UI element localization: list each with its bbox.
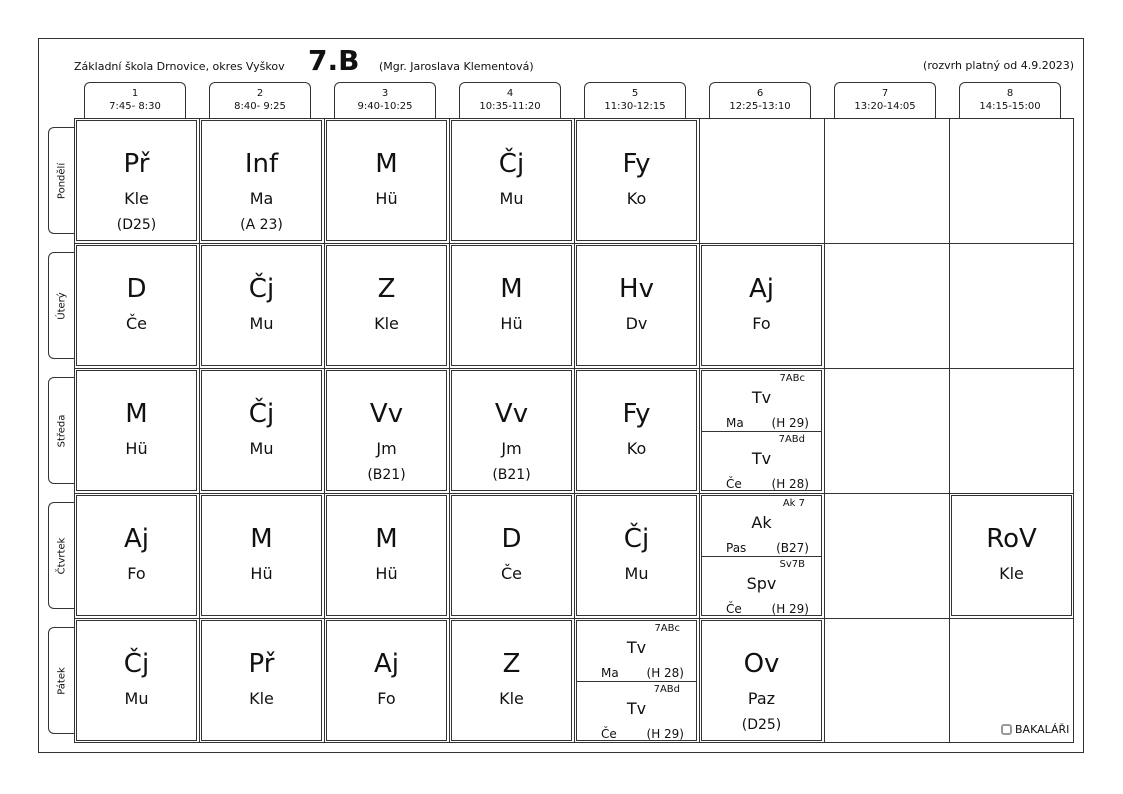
lesson-cell (951, 495, 1072, 616)
period-time: 7:45- 8:30 (109, 101, 161, 112)
lesson-subject: Př (123, 149, 150, 179)
grid-row-line (74, 368, 1074, 369)
lesson-subject: M (250, 524, 273, 554)
split-lesson-cell (701, 495, 822, 616)
period-header (709, 82, 811, 118)
grid-column-line (699, 118, 700, 743)
grid-column-line (199, 118, 200, 743)
period-time: 13:20-14:05 (854, 101, 916, 112)
lesson-subject: Čj (123, 649, 150, 679)
period-time: 11:30-12:15 (604, 101, 666, 112)
lesson-teacher: Kle (499, 689, 524, 708)
lesson-teacher: Če (601, 727, 617, 741)
lesson-half (577, 681, 696, 742)
lesson-subject: M (125, 399, 148, 429)
day-label (48, 502, 74, 609)
lesson-half (702, 431, 821, 492)
lesson-room: (H 29) (646, 727, 684, 741)
lesson-cell (76, 370, 197, 491)
period-header (84, 82, 186, 118)
lesson-teacher: Hü (125, 439, 148, 458)
lesson-room: (B21) (492, 467, 531, 483)
lesson-teacher: Mu (249, 314, 274, 333)
period-header (584, 82, 686, 118)
lesson-subject: Čj (248, 274, 275, 304)
lesson-subject: Tv (751, 449, 772, 468)
lesson-room: (H 29) (771, 416, 809, 430)
period-number: 6 (756, 88, 764, 99)
lesson-cell (76, 620, 197, 741)
lesson-cell (451, 620, 572, 741)
lesson-cell (576, 245, 697, 366)
lesson-subject: Spv (746, 574, 777, 593)
lesson-teacher: Jm (376, 439, 397, 458)
lesson-subject: Z (502, 649, 521, 679)
period-header (834, 82, 936, 118)
lesson-subject: Z (377, 274, 396, 304)
lesson-half (577, 621, 696, 681)
period-header (209, 82, 311, 118)
period-header (334, 82, 436, 118)
period-time: 12:25-13:10 (729, 101, 791, 112)
lesson-subject: Ov (743, 649, 780, 679)
lesson-teacher: Ma (249, 189, 274, 208)
split-lesson-cell (701, 370, 822, 491)
period-time: 9:40-10:25 (357, 101, 413, 112)
lesson-half (702, 496, 821, 556)
lesson-room: (H 29) (771, 602, 809, 616)
lesson-cell (76, 245, 197, 366)
lesson-cell (201, 245, 322, 366)
lesson-cell (326, 620, 447, 741)
school-name: Základní škola Drnovice, okres Vyškov (74, 60, 285, 73)
grid-column-line (824, 118, 825, 743)
lesson-subject: D (126, 274, 147, 304)
lesson-cell (201, 370, 322, 491)
day-label (48, 627, 74, 734)
lesson-teacher: Hü (250, 564, 273, 583)
day-name: Úterý (56, 291, 67, 320)
lesson-teacher: Če (726, 602, 742, 616)
period-number: 3 (381, 88, 389, 99)
lesson-teacher: Fo (377, 689, 396, 708)
period-number: 1 (131, 88, 139, 99)
lesson-subject: Př (248, 649, 275, 679)
lesson-teacher: Mu (249, 439, 274, 458)
lesson-teacher: Dv (625, 314, 648, 333)
period-time: 8:40- 9:25 (234, 101, 286, 112)
lesson-room: (H 28) (771, 477, 809, 491)
grid-row-line (74, 243, 1074, 244)
class-teacher: (Mgr. Jaroslava Klementová) (379, 60, 534, 73)
validity-date: (rozvrh platný od 4.9.2023) (923, 59, 1074, 72)
grid-column-line (949, 118, 950, 743)
lesson-subject: Hv (619, 274, 654, 304)
period-number: 2 (256, 88, 264, 99)
lesson-cell (451, 245, 572, 366)
lesson-teacher: Paz (747, 689, 776, 708)
lesson-teacher: Kle (999, 564, 1024, 583)
lesson-subject: M (500, 274, 523, 304)
lesson-teacher: Kle (249, 689, 274, 708)
lesson-cell (326, 370, 447, 491)
lesson-teacher: Kle (124, 189, 149, 208)
lesson-subject: Vv (494, 399, 529, 429)
lesson-teacher: Hü (500, 314, 523, 333)
lesson-subject: Inf (244, 149, 279, 179)
lesson-room: (B27) (776, 541, 809, 555)
lesson-teacher: Če (125, 314, 147, 333)
lesson-cell (76, 120, 197, 241)
lesson-group: 7ABd (778, 434, 805, 445)
grid-column-line (324, 118, 325, 743)
lesson-room: (H 28) (646, 666, 684, 680)
lesson-teacher: Ko (626, 189, 647, 208)
grid-column-line (574, 118, 575, 743)
period-number: 4 (506, 88, 514, 99)
lesson-teacher: Pas (726, 541, 747, 555)
lesson-group: Sv7B (779, 559, 805, 570)
lesson-cell (451, 370, 572, 491)
lesson-group: Ak 7 (782, 498, 805, 509)
lesson-subject: Ak (751, 513, 772, 532)
period-header (459, 82, 561, 118)
lesson-cell (201, 620, 322, 741)
lesson-cell (576, 120, 697, 241)
lesson-subject: Vv (369, 399, 404, 429)
lesson-teacher: Ma (601, 666, 619, 680)
lesson-half (702, 556, 821, 617)
lesson-cell (701, 245, 822, 366)
lesson-teacher: Če (500, 564, 522, 583)
lesson-subject: Aj (123, 524, 149, 554)
day-name: Pátek (56, 666, 67, 695)
lesson-cell (451, 495, 572, 616)
lesson-group: 7ABc (779, 373, 805, 384)
lesson-subject: Fy (622, 149, 651, 179)
lesson-subject: Aj (373, 649, 399, 679)
lesson-cell (201, 120, 322, 241)
lesson-subject: Aj (748, 274, 774, 304)
bakalari-logo (1001, 723, 1069, 736)
day-label (48, 252, 74, 359)
lesson-subject: Tv (626, 699, 647, 718)
lesson-teacher: Ma (726, 416, 744, 430)
lesson-subject: D (501, 524, 522, 554)
lesson-subject: Čj (623, 524, 650, 554)
lesson-teacher: Mu (124, 689, 149, 708)
period-number: 7 (881, 88, 889, 99)
lesson-teacher: Jm (501, 439, 522, 458)
lesson-group: 7ABc (654, 623, 680, 634)
lesson-subject: Fy (622, 399, 651, 429)
logo-text: BAKALÁŘI (1015, 723, 1070, 736)
bakalari-logo-icon (1001, 724, 1012, 735)
lesson-teacher: Fo (752, 314, 771, 333)
lesson-cell (451, 120, 572, 241)
lesson-teacher: Če (726, 477, 742, 491)
lesson-cell (326, 495, 447, 616)
lesson-teacher: Fo (127, 564, 146, 583)
day-label (48, 377, 74, 484)
lesson-room: (D25) (741, 717, 782, 733)
lesson-teacher: Hü (375, 564, 398, 583)
period-number: 5 (631, 88, 639, 99)
lesson-cell (326, 245, 447, 366)
lesson-teacher: Mu (624, 564, 649, 583)
lesson-subject: Tv (751, 388, 772, 407)
lesson-room: (A 23) (240, 217, 283, 233)
split-lesson-cell (576, 620, 697, 741)
day-name: Středa (56, 414, 67, 447)
period-number: 8 (1006, 88, 1014, 99)
lesson-half (702, 371, 821, 431)
lesson-room: (B21) (367, 467, 406, 483)
lesson-cell (576, 370, 697, 491)
day-name: Pondělí (56, 162, 67, 199)
lesson-cell (201, 495, 322, 616)
grid-row-line (74, 618, 1074, 619)
grid-row-line (74, 493, 1074, 494)
period-header (959, 82, 1061, 118)
period-time: 14:15-15:00 (979, 101, 1041, 112)
day-label (48, 127, 74, 234)
grid-column-line (449, 118, 450, 743)
lesson-teacher: Ko (626, 439, 647, 458)
lesson-cell (701, 620, 822, 741)
lesson-cell (76, 495, 197, 616)
day-name: Čtvrtek (56, 537, 67, 574)
lesson-subject: M (375, 524, 398, 554)
lesson-subject: RoV (986, 524, 1037, 554)
lesson-subject: Čj (498, 149, 525, 179)
lesson-cell (576, 495, 697, 616)
lesson-teacher: Kle (374, 314, 399, 333)
lesson-group: 7ABd (653, 684, 680, 695)
lesson-subject: M (375, 149, 398, 179)
period-time: 10:35-11:20 (479, 101, 541, 112)
lesson-room: (D25) (116, 217, 157, 233)
lesson-subject: Čj (248, 399, 275, 429)
lesson-teacher: Hü (375, 189, 398, 208)
class-name: 7.B (308, 44, 360, 77)
lesson-teacher: Mu (499, 189, 524, 208)
lesson-cell (326, 120, 447, 241)
lesson-subject: Tv (626, 638, 647, 657)
